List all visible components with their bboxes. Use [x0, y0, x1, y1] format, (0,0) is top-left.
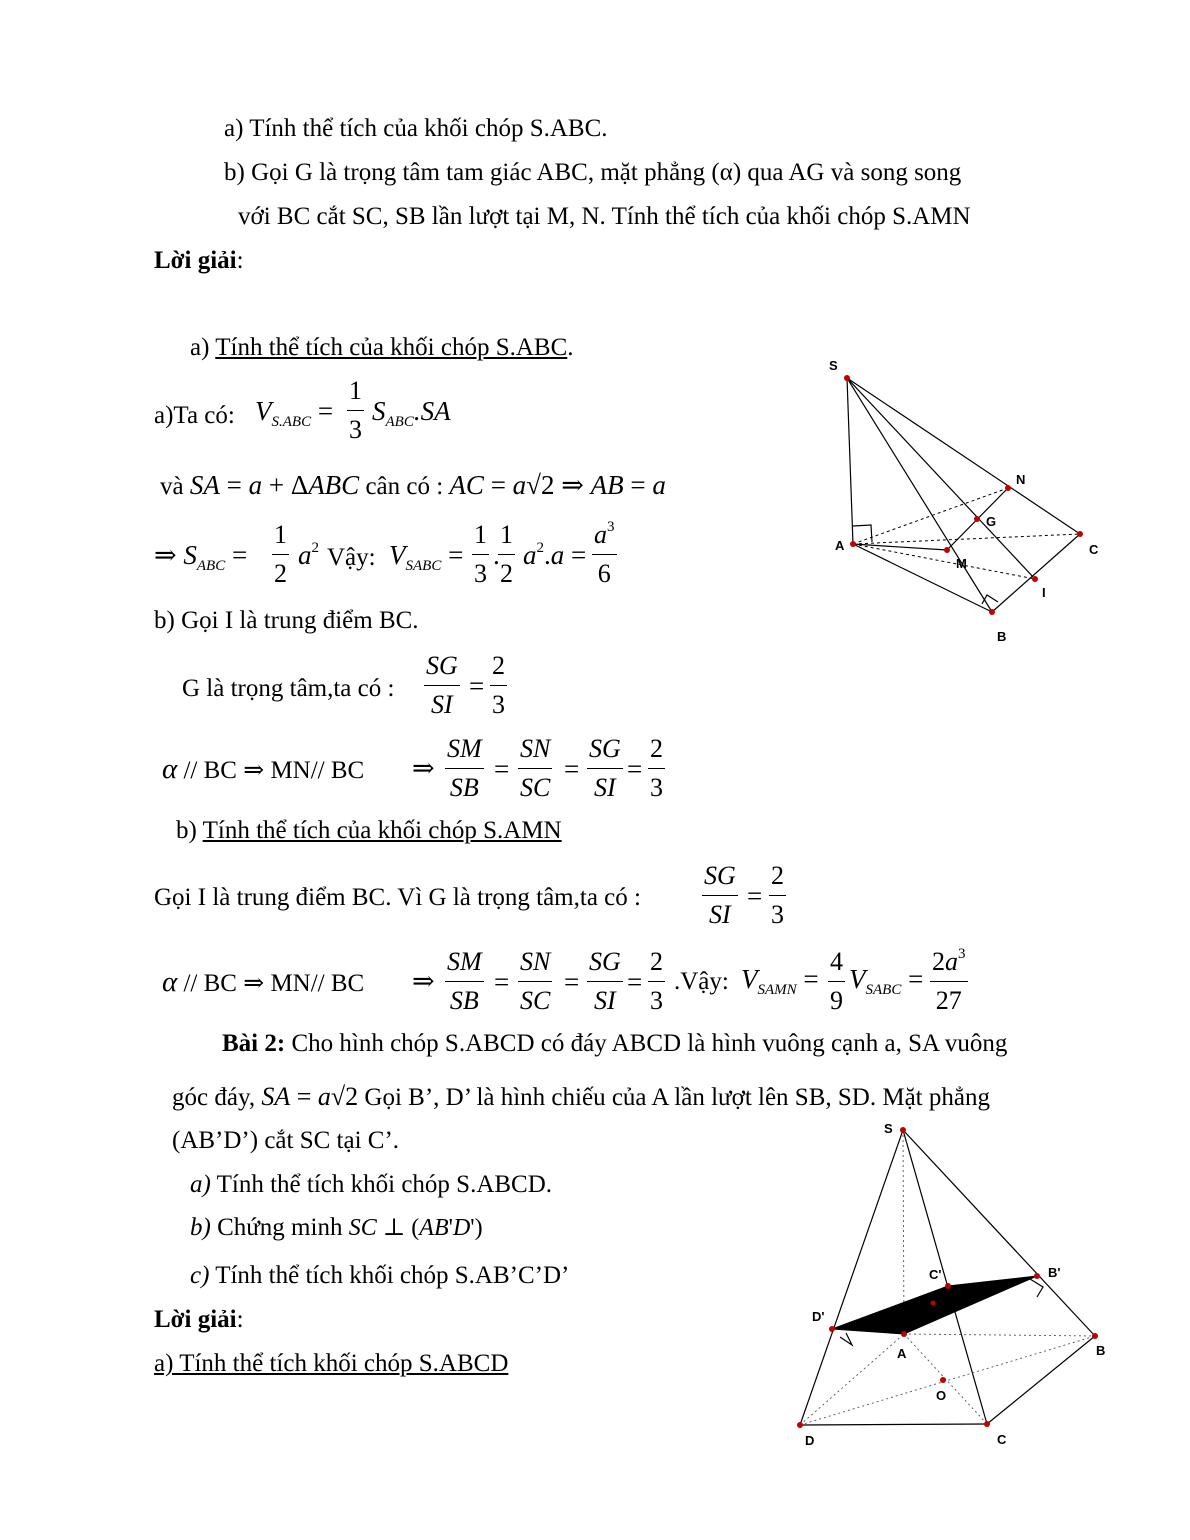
label-d1: D' — [812, 1309, 825, 1324]
frac-one-third: $\frac{1}{3}$ — [349, 376, 362, 444]
v-samn: $V_{SAMN}$ = — [741, 964, 819, 998]
edge-sd — [800, 1130, 903, 1425]
solution-label: Lời giải — [154, 247, 237, 274]
frac-sg-si-2: $\frac{SG}{SI}$ — [589, 734, 621, 802]
frac-2-3-1: $\frac{2}{3}$ — [492, 651, 505, 719]
sub-b-prefix: b) — [176, 817, 203, 844]
label-g: G — [986, 514, 997, 529]
figure-pyramid-sabcd — [790, 1115, 1120, 1455]
formula-v-sabc: $V_{S.ABC}$ = — [255, 396, 334, 430]
problem2-sub-a: a) Tính thể tích khối chóp S.ABCD — [154, 1350, 509, 1377]
a-squared: $a^2$ — [298, 540, 319, 570]
point-o — [940, 1377, 946, 1383]
b-intro-2: Gọi I là trung điểm BC. Vì G là trọng tâm,ta có : — [154, 884, 641, 911]
label-b: B — [1096, 1343, 1106, 1358]
va-word: và — [160, 473, 184, 500]
sub-heading-b — [176, 818, 562, 843]
eq: = — [627, 754, 643, 784]
label-m: M — [956, 556, 967, 571]
edge-an-dashed — [853, 488, 1008, 544]
vay-label-2: .Vậy: — [674, 968, 729, 995]
right-angle-d1 — [840, 1333, 852, 1345]
period: . — [567, 334, 574, 361]
solution-heading-2 — [154, 1307, 244, 1332]
frac-half-2: $\frac{1}{2}$ — [500, 520, 513, 588]
problem2-item-c — [190, 1263, 569, 1288]
point-c — [1077, 531, 1083, 537]
point-a — [850, 541, 856, 547]
label-b1: B' — [1048, 1265, 1061, 1280]
label-s: S — [829, 358, 838, 373]
frac-half-1: $\frac{1}{2}$ — [274, 520, 287, 588]
frac-sm-sb-2: $\frac{SM}{SB}$ — [447, 947, 482, 1015]
colon-2: : — [236, 1306, 244, 1333]
edge-ac-dashed — [853, 534, 1080, 544]
label-d: D — [805, 1433, 815, 1448]
edge-si — [847, 378, 1035, 579]
edge-dc — [800, 1424, 987, 1425]
label-o: O — [936, 1388, 947, 1403]
frac-a3-6: $\frac{a^3}{6}$ — [594, 519, 615, 588]
point-s — [844, 375, 850, 381]
va-line: và SA = a + ΔABC cân có : AC = a√2 ⇒ AB = a — [160, 470, 666, 500]
right-angle-b1 — [1030, 1279, 1043, 1297]
point-g — [974, 516, 980, 522]
mn-bc-2: MN// BC — [270, 970, 365, 997]
item-c-label: c) — [190, 1262, 210, 1289]
sub-a-title: Tính thể tích của khối chóp S.ABC — [215, 334, 568, 361]
alpha-line-1: α // BC ⇒ MN// BC — [162, 753, 365, 785]
can-co: cân có : — [365, 473, 444, 500]
s-abc-formula: ⇒ $S_{ABC}$ = — [154, 540, 248, 574]
frac-2a3-27: $\frac{2a^3}{27}$ — [932, 946, 966, 1015]
frac-2-3-2: $\frac{2}{3}$ — [650, 734, 663, 802]
label-b: B — [997, 629, 1007, 644]
item-a-text: Tính thể tích khối chóp S.ABCD. — [210, 1171, 553, 1198]
frac-sg-si-4: $\frac{SG}{SI}$ — [589, 947, 621, 1015]
frac-sn-sc-1: $\frac{SN}{SC}$ — [520, 734, 551, 802]
sub-heading-a — [190, 335, 574, 360]
frac-sg-si-3: $\frac{SG}{SI}$ — [704, 861, 736, 929]
alpha-bc-2: // BC — [183, 970, 237, 997]
alpha-bc: // BC — [183, 757, 237, 784]
label-c: C — [1089, 542, 1099, 557]
frac-third-2: $\frac{1}{3}$ — [474, 520, 487, 588]
problem2-line1 — [222, 1031, 1007, 1056]
sub-a-prefix: a) — [190, 334, 216, 361]
vay-label: Vậy: — [327, 544, 376, 571]
frac-sm-sb-1: $\frac{SM}{SB}$ — [447, 734, 482, 802]
point-m — [944, 547, 950, 553]
v-sabc-2: $V_{SABC}$ = — [849, 964, 924, 998]
point-b — [1092, 1333, 1098, 1339]
sub-b-title: Tính thể tích của khối chóp S.AMN — [202, 817, 562, 844]
problem2-line1-text: Cho hình chóp S.ABCD có đáy ABCD là hình vuông cạnh a, SA vuông — [285, 1030, 1008, 1057]
point-d — [797, 1422, 803, 1428]
point-c1 — [945, 1283, 951, 1289]
label-c: C — [997, 1432, 1007, 1447]
eq: = — [564, 754, 580, 784]
point-a — [901, 1331, 907, 1337]
label-a: A — [835, 538, 845, 553]
point-c — [984, 1421, 990, 1427]
colon: : — [236, 247, 244, 274]
problem1-item-b-line2: với BC cắt SC, SB lần lượt tại M, N. Tính thể tích của khối chóp S.AMN — [238, 203, 971, 230]
problem2-line2b: Gọi B’, D’ là hình chiếu của A lần lượt lên SB, SD. Mặt phẳng — [358, 1084, 990, 1111]
problem2-title: Bài 2: — [222, 1030, 286, 1057]
point-i — [1032, 576, 1038, 582]
label-s: S — [884, 1121, 893, 1136]
point-s — [900, 1127, 906, 1133]
right-angle-a — [853, 525, 872, 542]
problem1-item-a: a) Tính thể tích của khối chóp S.ABC. — [224, 115, 608, 142]
edge-cb — [987, 1336, 1095, 1424]
frac-sn-sc-2: $\frac{SN}{SC}$ — [520, 947, 551, 1015]
frac-2-3-3: $\frac{2}{3}$ — [771, 861, 784, 929]
implies: ⇒ — [412, 966, 435, 996]
point-center — [931, 1301, 936, 1306]
alpha-line-2: α // BC ⇒ MN// BC — [162, 966, 365, 998]
mn-bc: MN// BC — [270, 757, 365, 784]
item-c-text: Tính thể tích khối chóp S.AB’C’D’ — [209, 1262, 570, 1289]
eq: = — [494, 967, 510, 997]
edge-bc — [992, 534, 1080, 612]
point-n — [1005, 485, 1011, 491]
label-i: I — [1042, 585, 1046, 600]
point-b — [989, 609, 995, 615]
item-a-label: a) — [190, 1171, 211, 1198]
item-b-text: Chứng minh — [210, 1214, 349, 1241]
label-n: N — [1016, 472, 1026, 487]
figure-pyramid-sabc — [820, 350, 1120, 650]
point-b1 — [1034, 1273, 1040, 1279]
problem2-line3: (AB’D’) cắt SC tại C’. — [172, 1127, 400, 1154]
problem2-item-a — [190, 1172, 552, 1197]
edge-db-dashed — [800, 1336, 1095, 1425]
eq: = — [564, 967, 580, 997]
edge-ab-dashed — [904, 1334, 1095, 1336]
eq: = — [469, 671, 485, 701]
solution-heading-1 — [154, 248, 244, 273]
label-c1: C' — [929, 1267, 942, 1282]
frac-2-3-4: $\frac{2}{3}$ — [650, 947, 663, 1015]
item-b-label: b) — [190, 1214, 211, 1241]
ta-co-label: a)Ta có: — [154, 402, 235, 429]
formula-s-abc-sa: $S_{ABC}.SA$ — [372, 396, 451, 430]
problem2-item-b: b) Chứng minh SC ⊥ (AB'D') — [190, 1214, 483, 1241]
frac-4-9: $\frac{4}{9}$ — [830, 947, 843, 1015]
problem2-line2: góc đáy, SA = a√2 Gọi B’, D’ là hình chiếu của A lần lượt lên SB, SD. Mặt phẳng — [172, 1082, 990, 1111]
problem2-line2a: góc đáy, — [172, 1084, 262, 1111]
label-a: A — [897, 1346, 907, 1361]
right-angle-b — [982, 595, 998, 604]
frac-sg-si-1: $\frac{SG}{SI}$ — [426, 651, 458, 719]
b-intro: b) Gọi I là trung điểm BC. — [154, 607, 419, 634]
eq: = — [494, 754, 510, 784]
v-sabc-formula: $V_{SABC}$ = — [389, 540, 464, 574]
point-d1 — [829, 1326, 835, 1332]
eq: = — [627, 967, 643, 997]
edge-sa — [847, 378, 853, 544]
implies: ⇒ — [412, 753, 435, 783]
eq: = — [747, 881, 763, 911]
a2-a: $a^2.a$ = — [523, 540, 587, 570]
edge-sc — [847, 378, 1080, 534]
g-intro: G là trọng tâm,ta có : — [182, 675, 395, 702]
solution-label-2: Lời giải — [154, 1306, 237, 1333]
dot: . — [493, 540, 500, 570]
problem1-item-b-line1: b) Gọi G là trọng tâm tam giác ABC, mặt phẳng (α) qua AG và song song — [224, 159, 962, 186]
